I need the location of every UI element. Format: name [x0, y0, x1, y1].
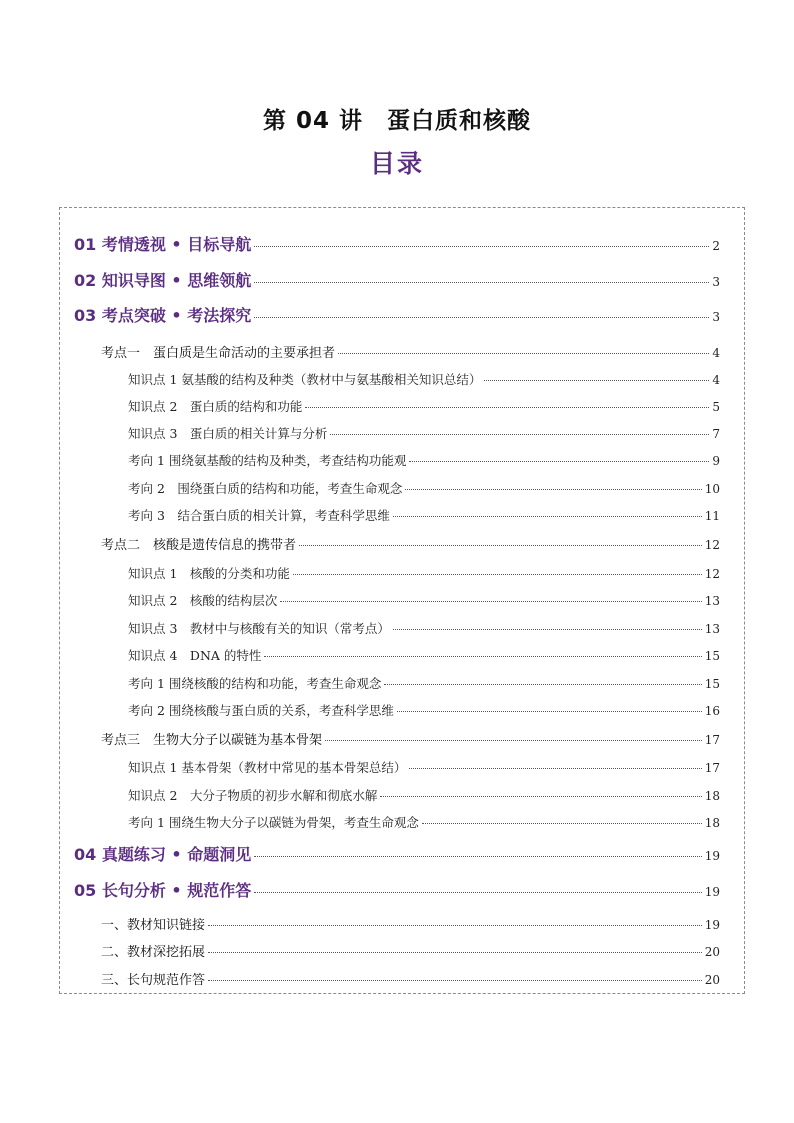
toc-entry-label: 知识点 4 DNA 的特性 — [128, 648, 262, 663]
toc-entry-label: 考向 1 围绕氨基酸的结构及种类，考查结构功能观 — [128, 453, 407, 468]
toc-entry-label: 知识点 3 教材中与核酸有关的知识（常考点） — [128, 621, 390, 636]
toc-entry-direction-2-2[interactable] — [128, 701, 720, 719]
toc-entry-page: 19 — [704, 918, 720, 932]
toc-entry-page: 17 — [704, 733, 720, 747]
toc-entry-page: 5 — [712, 400, 720, 414]
toc-entry-page: 4 — [712, 346, 720, 360]
toc-entry-page: 15 — [704, 649, 720, 663]
toc-entry-page: 7 — [712, 427, 720, 441]
toc-entry-page: 4 — [712, 373, 720, 387]
toc-entry-page: 2 — [712, 239, 720, 253]
toc-entry-page: 19 — [704, 885, 720, 899]
toc-entry-label: 一、教材知识链接 — [101, 918, 206, 933]
toc-entry-label: 考向 3 结合蛋白质的相关计算，考查科学思维 — [128, 508, 390, 523]
toc-entry-knowledge-3-2[interactable] — [128, 786, 720, 804]
toc-entry-label: 三、长句规范作答 — [101, 973, 206, 988]
toc-entry-section-04[interactable] — [74, 842, 720, 865]
toc-entry-label: 考向 2 围绕蛋白质的结构和功能，考查生命观念 — [128, 481, 403, 496]
toc-entry-page: 20 — [704, 973, 720, 987]
toc-entry-label: 二、教材深挖拓展 — [101, 945, 206, 960]
toc-entry-label: 知识点 2 核酸的结构层次 — [128, 593, 278, 608]
toc-entry-label: 考向 2 围绕核酸与蛋白质的关系，考查科学思维 — [128, 703, 394, 718]
toc-entry-label: 考点一 蛋白质是生命活动的主要承担者 — [101, 346, 336, 361]
toc-heading: 目录 — [369, 149, 424, 178]
toc-entry-page: 19 — [704, 849, 720, 863]
toc-entry-label: 02 知识导图 • 思维领航 — [74, 271, 252, 290]
toc-entry-page: 3 — [712, 275, 720, 289]
toc-entry-direction-1-2[interactable] — [128, 479, 720, 497]
toc-entry-knowledge-3-1[interactable] — [128, 758, 720, 776]
document-title — [0, 102, 794, 135]
lecture-number: 第 04 讲 — [262, 108, 364, 134]
toc-entry-page: 3 — [712, 310, 720, 324]
toc-entry-sub-05-2[interactable] — [101, 941, 720, 960]
toc-entry-page: 16 — [704, 704, 720, 718]
toc-entry-knowledge-2-2[interactable] — [128, 591, 720, 609]
toc-entry-label: 考向 1 围绕生物大分子以碳链为骨架，考查生命观念 — [128, 815, 419, 830]
toc-entry-page: 13 — [704, 622, 720, 636]
toc-entry-direction-1-3[interactable] — [128, 506, 720, 524]
toc-entry-page: 17 — [704, 761, 720, 775]
toc-entry-label: 知识点 1 基本骨架（教材中常见的基本骨架总结） — [128, 760, 407, 775]
toc-entry-page: 9 — [712, 454, 720, 468]
toc-entry-page: 15 — [704, 677, 720, 691]
toc-entry-knowledge-1-2[interactable] — [128, 397, 720, 415]
toc-entry-direction-1-1[interactable] — [128, 451, 720, 469]
toc-entry-label: 03 考点突破 • 考法探究 — [74, 306, 252, 325]
toc-entry-page: 11 — [704, 509, 720, 523]
toc-entry-knowledge-1-1[interactable] — [128, 370, 720, 388]
toc-entry-page: 13 — [704, 594, 720, 608]
toc-entry-section-05[interactable] — [74, 878, 720, 901]
toc-entry-label: 05 长句分析 • 规范作答 — [74, 881, 252, 900]
toc-entry-sub-05-1[interactable] — [101, 914, 720, 933]
toc-entry-page: 18 — [704, 816, 720, 830]
toc-entry-direction-2-1[interactable] — [128, 674, 720, 692]
toc-entry-label: 考向 1 围绕核酸的结构和功能，考查生命观念 — [128, 676, 382, 691]
toc-entry-kaodian-3[interactable] — [101, 729, 720, 748]
toc-entry-label: 知识点 1 氨基酸的结构及种类（教材中与氨基酸相关知识总结） — [128, 372, 482, 387]
toc-entry-label: 04 真题练习 • 命题洞见 — [74, 845, 252, 864]
table-of-contents — [59, 207, 745, 994]
toc-entry-label: 01 考情透视 • 目标导航 — [74, 235, 252, 254]
toc-entry-label: 知识点 1 核酸的分类和功能 — [128, 566, 290, 581]
toc-entry-page: 12 — [704, 567, 720, 581]
toc-entry-knowledge-2-4[interactable] — [128, 646, 720, 664]
toc-entry-direction-3-1[interactable] — [128, 813, 720, 831]
toc-entry-label: 考点二 核酸是遗传信息的携带者 — [101, 538, 297, 553]
toc-entry-knowledge-2-1[interactable] — [128, 564, 720, 582]
toc-entry-page: 12 — [704, 538, 720, 552]
toc-entry-knowledge-1-3[interactable] — [128, 424, 720, 442]
toc-entry-kaodian-2[interactable] — [101, 534, 720, 553]
toc-entry-page: 20 — [704, 945, 720, 959]
lecture-topic: 蛋白质和核酸 — [387, 108, 532, 134]
toc-entry-kaodian-1[interactable] — [101, 342, 720, 361]
toc-entry-sub-05-3[interactable] — [101, 969, 720, 988]
toc-entry-page: 18 — [704, 789, 720, 803]
toc-entry-section-03[interactable] — [74, 303, 720, 326]
toc-entry-section-02[interactable] — [74, 268, 720, 291]
toc-entry-label: 知识点 2 蛋白质的结构和功能 — [128, 399, 303, 414]
toc-entry-label: 知识点 3 蛋白质的相关计算与分析 — [128, 426, 328, 441]
toc-entry-label: 考点三 生物大分子以碳链为基本骨架 — [101, 733, 323, 748]
toc-entry-label: 知识点 2 大分子物质的初步水解和彻底水解 — [128, 788, 378, 803]
toc-entry-knowledge-2-3[interactable] — [128, 619, 720, 637]
toc-entry-page: 10 — [704, 482, 720, 496]
toc-entry-section-01[interactable] — [74, 232, 720, 255]
